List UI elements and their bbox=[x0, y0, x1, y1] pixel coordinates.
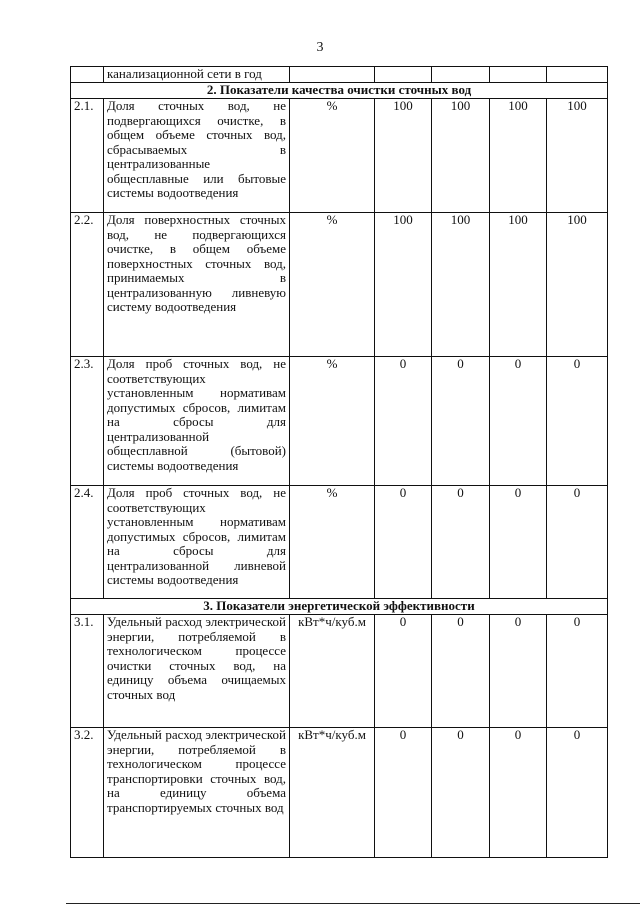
value-cell: 0 bbox=[432, 728, 490, 858]
value-cell bbox=[375, 67, 432, 83]
row-number: 2.3. bbox=[71, 357, 104, 486]
table-row bbox=[71, 357, 608, 486]
value-cell: 0 bbox=[375, 615, 432, 728]
row-number-cell bbox=[71, 67, 104, 83]
row-number: 2.2. bbox=[71, 213, 104, 357]
row-number: 2.4. bbox=[71, 486, 104, 599]
value-cell: 100 bbox=[490, 99, 547, 213]
value-cell: 0 bbox=[432, 486, 490, 599]
row-description: Доля поверхностных сточных вод, не подвергающихся очистке, в общем объеме поверхностных сточных вод, принимаемых в централизованную ливневую систему водоотведения bbox=[104, 213, 290, 357]
table-row-continued bbox=[71, 67, 608, 83]
value-cell: 0 bbox=[432, 357, 490, 486]
row-unit: кВт*ч/куб.м bbox=[290, 728, 375, 858]
section-title: 3. Показатели энергетической эффективности bbox=[71, 599, 608, 615]
row-description: Удельный расход электрической энергии, потребляемой в технологическом процессе транспортировки сточных вод, на единицу объема транспортируемых сточных вод bbox=[104, 728, 290, 858]
value-cell: 0 bbox=[547, 728, 608, 858]
value-cell bbox=[432, 67, 490, 83]
value-cell: 100 bbox=[490, 213, 547, 357]
value-cell bbox=[490, 67, 547, 83]
table-row bbox=[71, 213, 608, 357]
table-row bbox=[71, 615, 608, 728]
row-description: Доля сточных вод, не подвергающихся очистке, в общем объеме сточных вод, сбрасываемых в централизованные общесплавные или бытовые системы водоотведения bbox=[104, 99, 290, 213]
indicators-table bbox=[70, 66, 608, 858]
row-description: Доля проб сточных вод, не соответствующих установленным нормативам допустимых сбросов, лимитам на сбросы для централизованной общесплавной (бытовой) системы водоотведения bbox=[104, 357, 290, 486]
value-cell: 0 bbox=[432, 615, 490, 728]
value-cell bbox=[547, 67, 608, 83]
row-unit: % bbox=[290, 213, 375, 357]
row-number: 3.1. bbox=[71, 615, 104, 728]
section-title: 2. Показатели качества очистки сточных вод bbox=[71, 83, 608, 99]
page-number: 3 bbox=[316, 40, 324, 55]
row-number: 3.2. bbox=[71, 728, 104, 858]
value-cell: 100 bbox=[375, 213, 432, 357]
value-cell: 0 bbox=[375, 728, 432, 858]
value-cell: 100 bbox=[547, 213, 608, 357]
value-cell: 100 bbox=[375, 99, 432, 213]
value-cell: 0 bbox=[490, 615, 547, 728]
page-bottom-rule bbox=[66, 903, 640, 904]
value-cell: 0 bbox=[375, 357, 432, 486]
value-cell: 0 bbox=[547, 486, 608, 599]
row-unit: % bbox=[290, 486, 375, 599]
value-cell: 100 bbox=[547, 99, 608, 213]
value-cell: 100 bbox=[432, 213, 490, 357]
table-row bbox=[71, 486, 608, 599]
row-unit: % bbox=[290, 357, 375, 486]
value-cell: 0 bbox=[547, 357, 608, 486]
row-unit-cell bbox=[290, 67, 375, 83]
value-cell: 0 bbox=[490, 728, 547, 858]
row-description: Доля проб сточных вод, не соответствующих установленным нормативам допустимых сбросов, лимитам на сбросы для централизованной ливневой системы водоотведения bbox=[104, 486, 290, 599]
row-description: канализационной сети в год bbox=[104, 67, 290, 83]
section-header-3 bbox=[71, 599, 608, 615]
value-cell: 0 bbox=[375, 486, 432, 599]
row-unit: кВт*ч/куб.м bbox=[290, 615, 375, 728]
value-cell: 0 bbox=[490, 486, 547, 599]
row-unit: % bbox=[290, 99, 375, 213]
row-description: Удельный расход электрической энергии, потребляемой в технологическом процессе очистки сточных вод, на единицу объема очищаемых сточных вод bbox=[104, 615, 290, 728]
table-row bbox=[71, 99, 608, 213]
value-cell: 100 bbox=[432, 99, 490, 213]
value-cell: 0 bbox=[547, 615, 608, 728]
section-header-2 bbox=[71, 83, 608, 99]
value-cell: 0 bbox=[490, 357, 547, 486]
table-row bbox=[71, 728, 608, 858]
row-number: 2.1. bbox=[71, 99, 104, 213]
